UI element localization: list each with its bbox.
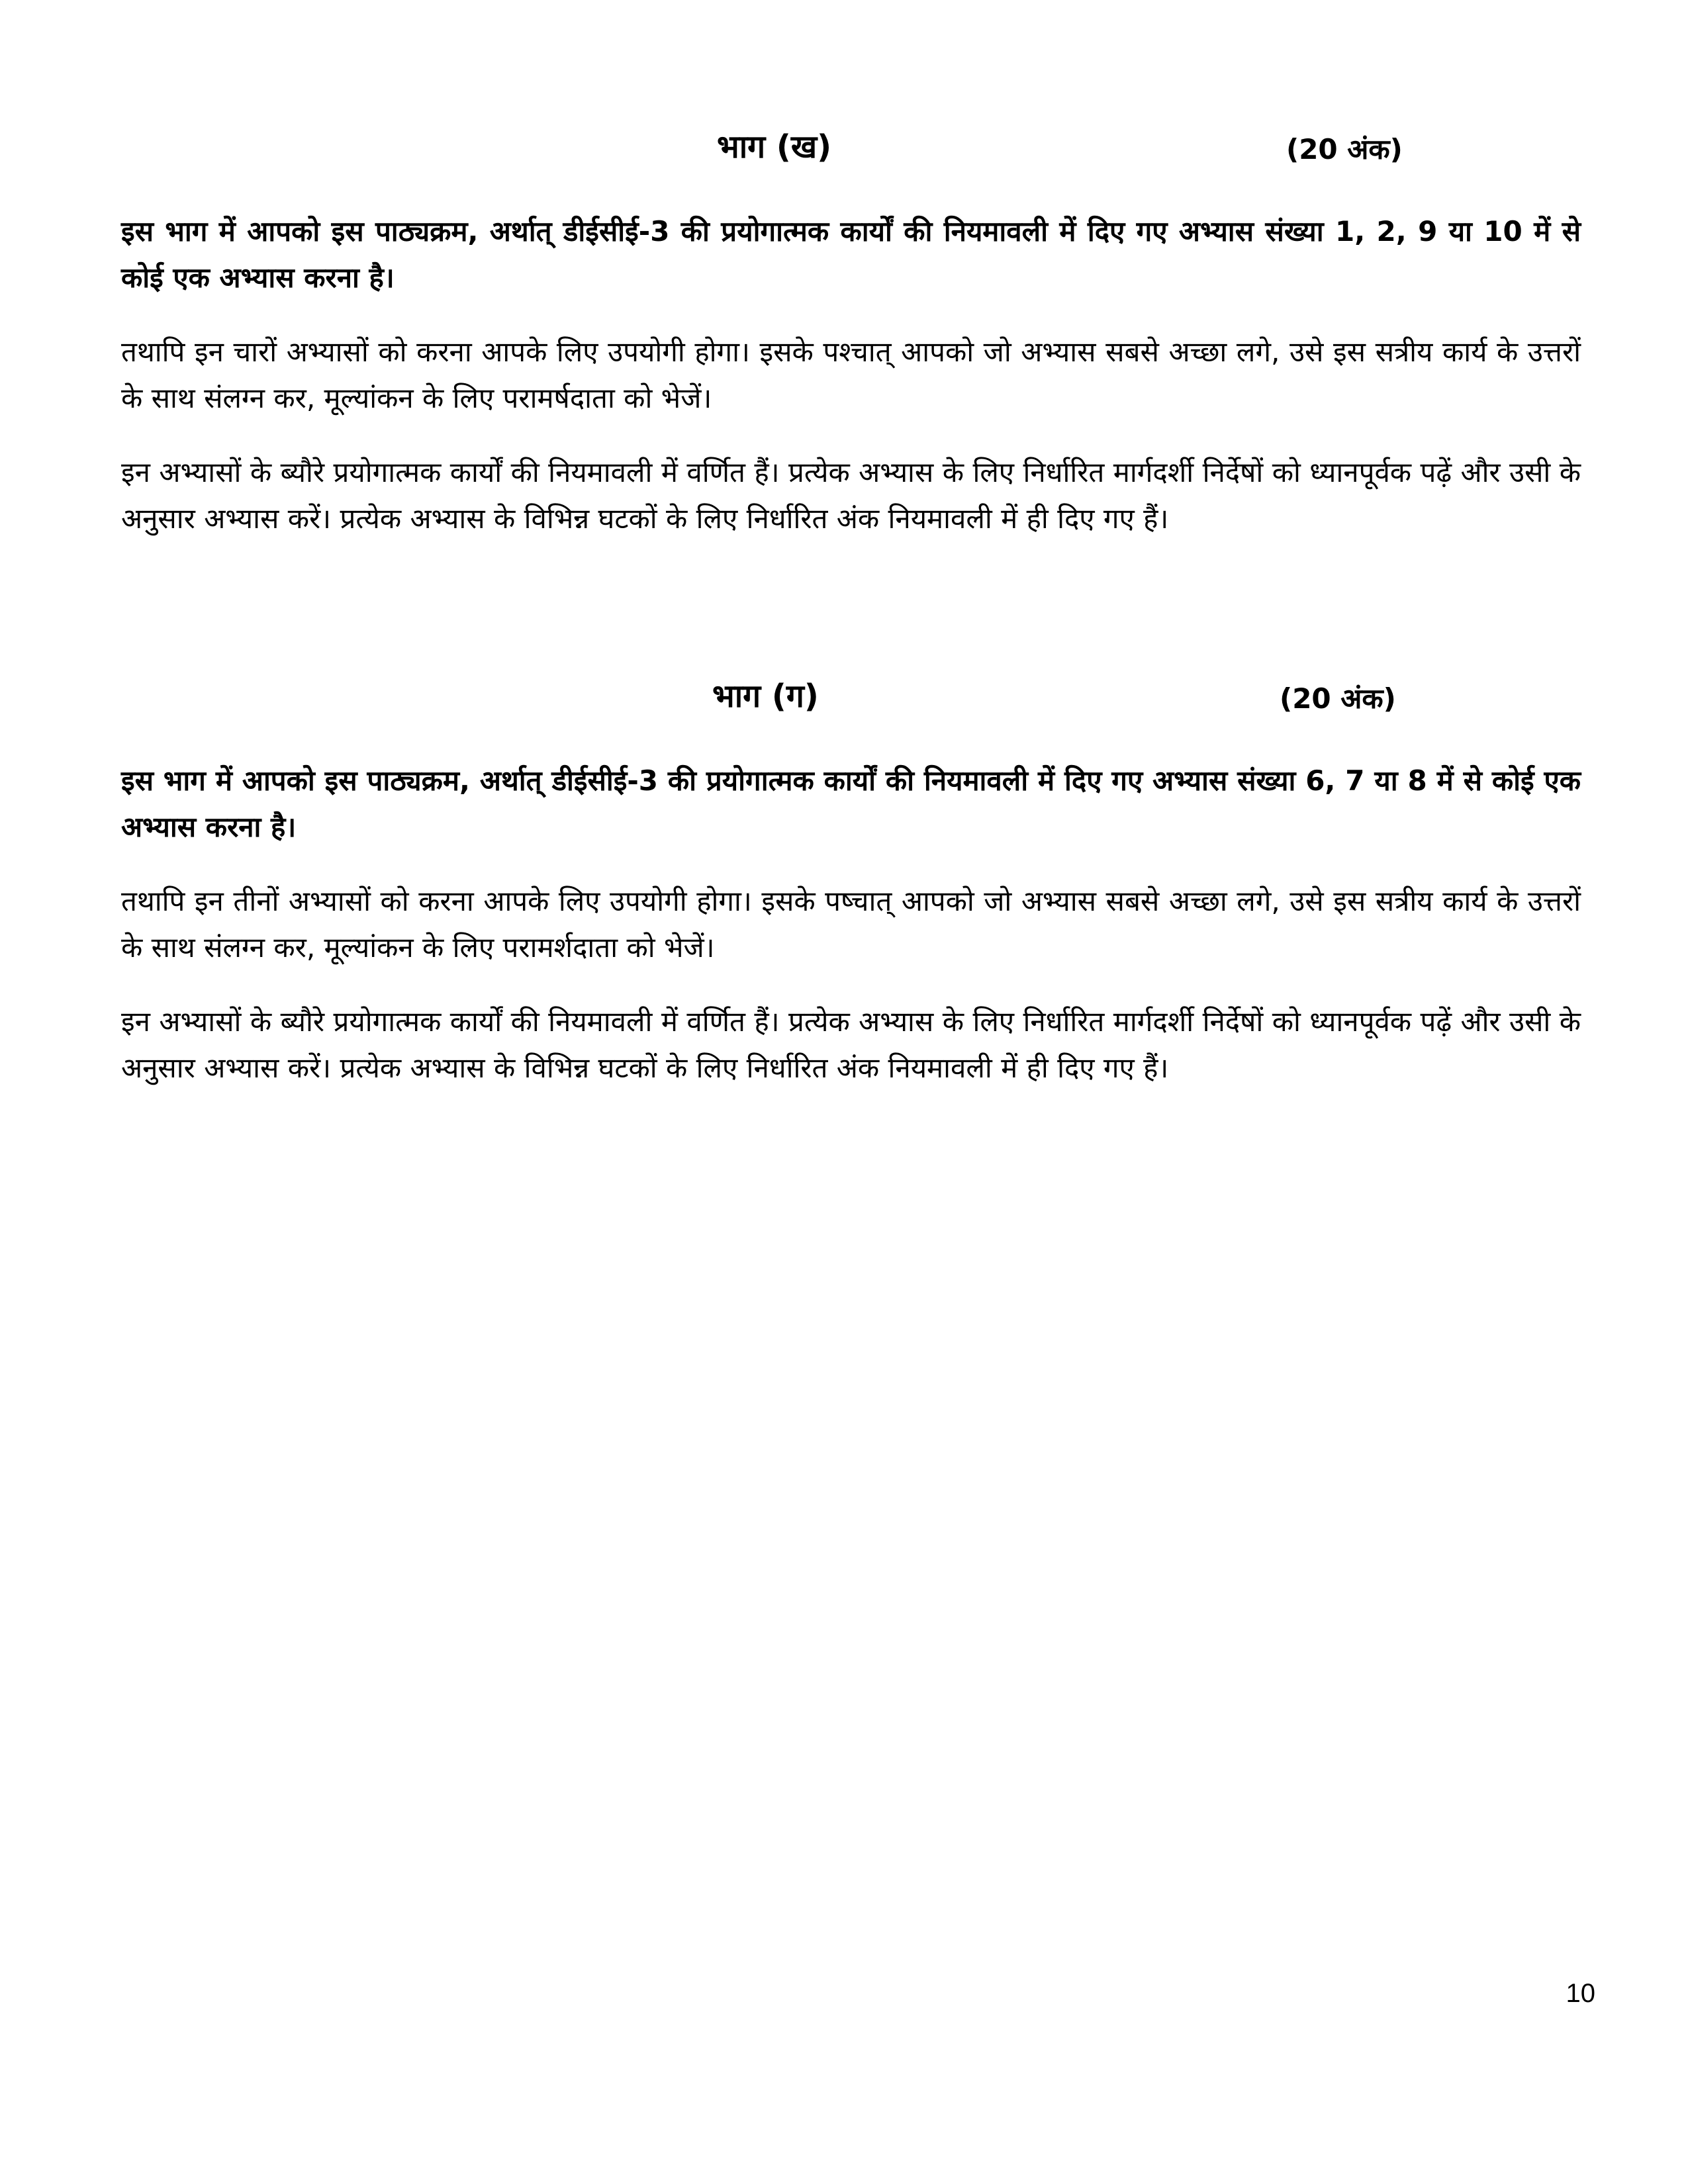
section-paragraph: तथापि इन तीनों अभ्यासों को करना आपके लिए उपयोगी होगा। इसके पष्चात् आपको जो अभ्यास सबसे अच्छा लगे, उसे इस सत्रीय कार्य के उत्तरों के साथ संलग्न कर, मूल्यांकन के लिए परामर्शदाता को भेजें। — [121, 885, 1581, 964]
section-title: भाग (ग) — [712, 678, 819, 715]
section-bhag-ga — [121, 668, 1581, 1091]
section-paragraph: इन अभ्यासों के ब्यौरे प्रयोगात्मक कार्यों की नियमावली में वर्णित हैं। प्रत्येक अभ्यास के लिए निर्धारित मार्गदर्शी निर्देषों को ध्यानपूर्वक पढ़ें और उसी के अनुसार अभ्यास करें। प्रत्येक अभ्यास के विभिन्न घटकों के लिए निर्धारित अंक नियमावली में ही दिए गए हैं। — [121, 456, 1581, 535]
page-number: 10 — [1566, 1979, 1595, 2008]
section-header — [121, 668, 1581, 735]
section-header — [121, 119, 1581, 185]
section-paragraph: इन अभ्यासों के ब्यौरे प्रयोगात्मक कार्यों की नियमावली में वर्णित हैं। प्रत्येक अभ्यास के लिए निर्धारित मार्गदर्शी निर्देषों को ध्यानपूर्वक पढ़ें और उसी के अनुसार अभ्यास करें। प्रत्येक अभ्यास के विभिन्न घटकों के लिए निर्धारित अंक नियमावली में ही दिए गए हैं। — [121, 1005, 1581, 1084]
section-paragraph: तथापि इन चारों अभ्यासों को करना आपके लिए उपयोगी होगा। इसके पश्चात् आपको जो अभ्यास सबसे अच्छा लगे, उसे इस सत्रीय कार्य के उत्तरों के साथ संलग्न कर, मूल्यांकन के लिए परामर्षदाता को भेजें। — [121, 336, 1581, 414]
section-instruction: इस भाग में आपको इस पाठ्यक्रम, अर्थात् डीईसीई-3 की प्रयोगात्मक कार्यों की नियमावली में दिए गए अभ्यास संख्या 6, 7 या 8 में से कोई एक अभ्यास करना है। — [121, 764, 1581, 843]
section-marks: (20 अंक) — [1280, 682, 1396, 715]
section-marks: (20 अंक) — [1286, 133, 1403, 165]
section-title: भाग (ख) — [717, 128, 832, 165]
section-bhag-kha — [121, 119, 1581, 542]
section-instruction: इस भाग में आपको इस पाठ्यक्रम, अर्थात् डीईसीई-3 की प्रयोगात्मक कार्यों की नियमावली में दिए गए अभ्यास संख्या 1, 2, 9 या 10 में से कोई एक अभ्यास करना है। — [121, 215, 1581, 294]
